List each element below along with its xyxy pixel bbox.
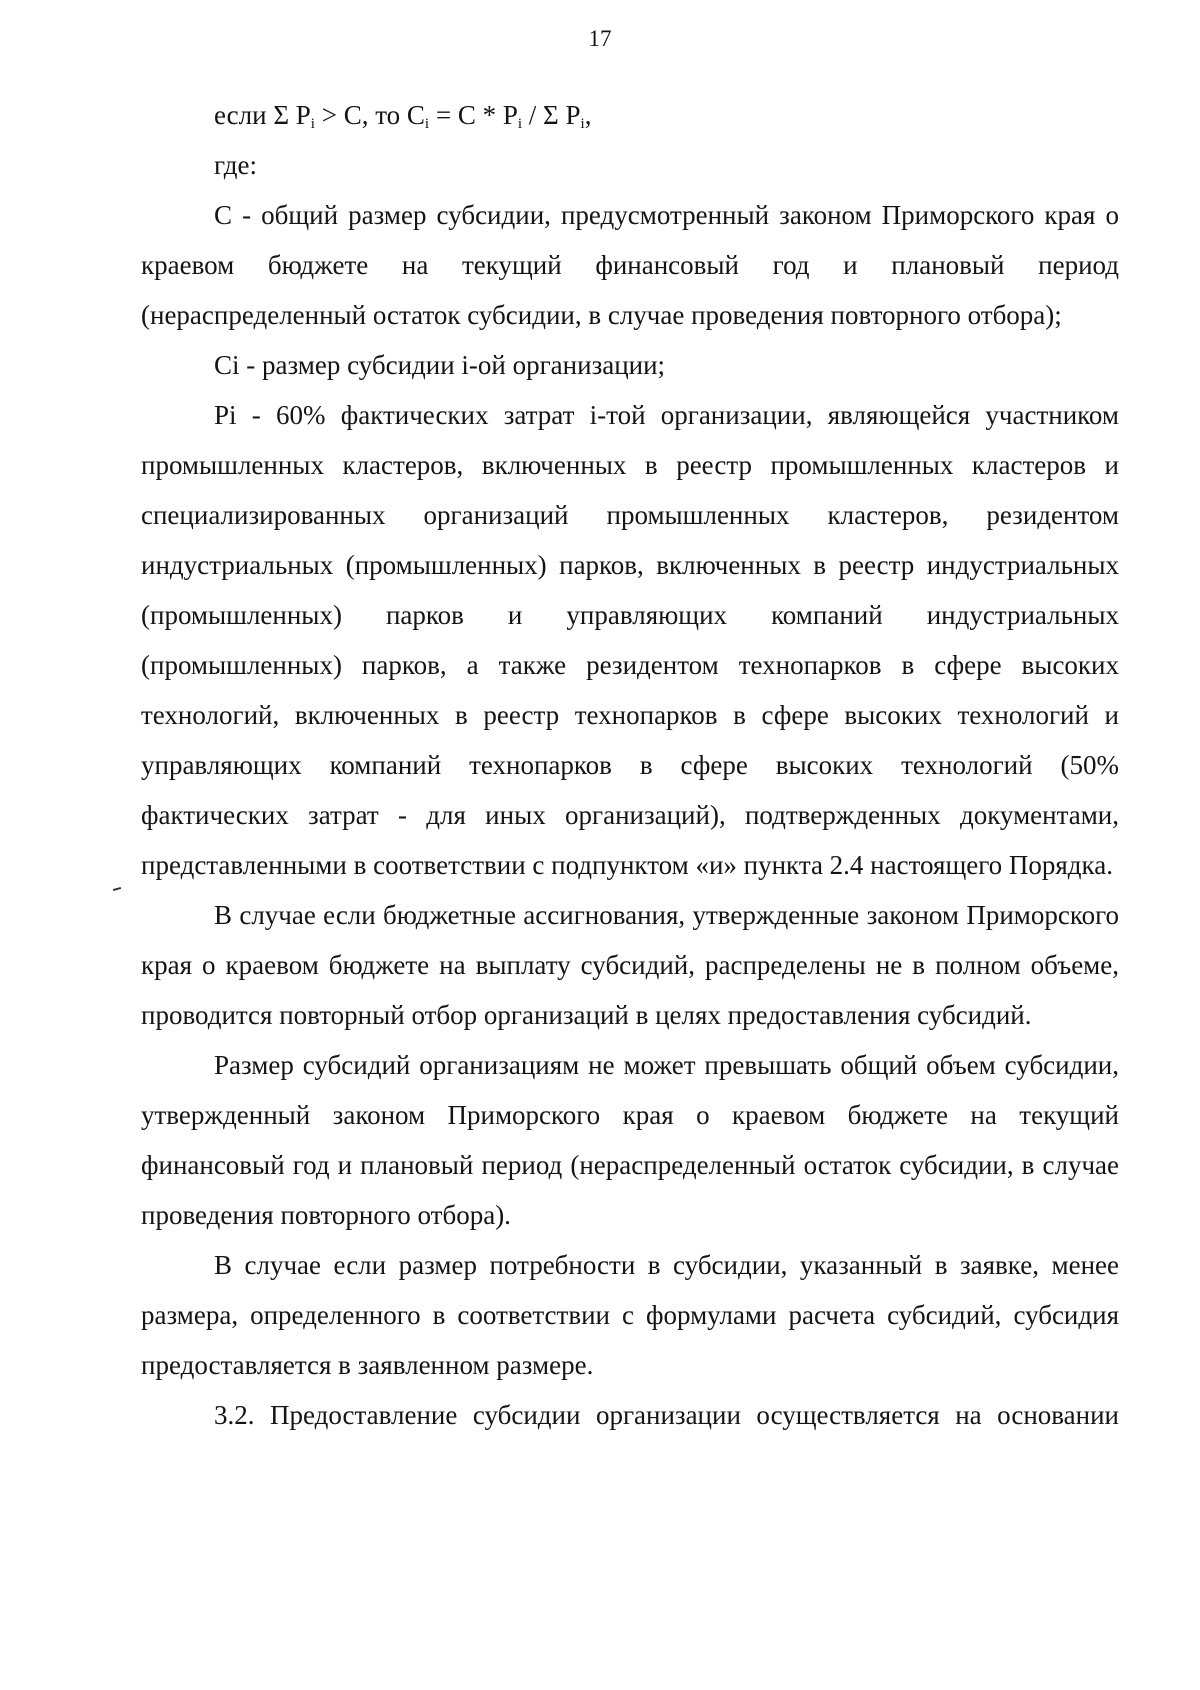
document-body xyxy=(141,90,1119,1440)
formula-suffix: , xyxy=(584,100,592,130)
stray-scan-mark xyxy=(113,887,121,891)
paragraph-max-size: Размер субсидий организациям не может превышать общий объем субсидии, утвержденный законом Приморского края о краевом бюджете на текущий финансовый год и плановый период (нераспределенный остаток субсидии, в случае проведения повторного отбора). xyxy=(141,1050,1119,1230)
page-number: 17 xyxy=(588,26,612,51)
paragraph-section-3-2: 3.2. Предоставление субсидии организации осуществляется на основании xyxy=(214,1400,1119,1430)
paragraph-declared-size: В случае если размер потребности в субсидии, указанный в заявке, менее размера, определенного в соответствии с формулами расчета субсидий, субсидия предоставляется в заявленном размере. xyxy=(141,1250,1119,1380)
paragraph-pi-definition: Pi - 60% фактических затрат i-той организации, являющейся участником промышленных кластеров, включенных в реестр промышленных кластеров и специализированных организаций промышленных кластеров, резидентом индустриальных (промышленных) парков, включенных в реестр индустриальных (промышленных) парков и управляющих компаний индустриальных (промышленных) парков, а также резидентом технопарков в сфере высоких технологий, включенных в реестр технопарков в сфере высоких технологий и управляющих компаний технопарков в сфере высоких технологий (50% фактических затрат - для иных организаций), подтвержденных документами, представленными в соответствии с подпунктом «и» пункта 2.4 настоящего Порядка. xyxy=(141,400,1119,880)
formula-line xyxy=(141,90,1119,140)
formula-subscript: i xyxy=(424,116,430,132)
paragraph-repeat-selection: В случае если бюджетные ассигнования, утвержденные законом Приморского края о краевом бюджете на выплату субсидий, распределены не в полном объеме, проводится повторный отбор организаций в целях предоставления субсидий. xyxy=(141,900,1119,1030)
formula-part: > C, то C xyxy=(314,100,425,130)
formula-prefix: если Σ P xyxy=(214,100,311,130)
formula-subscript: i xyxy=(517,116,523,132)
formula-subscript: i xyxy=(310,116,315,132)
paragraph-ci-definition: Ci - размер субсидии i-ой организации; xyxy=(214,350,666,380)
formula-part: / Σ P xyxy=(522,100,581,130)
where-label: где: xyxy=(214,150,257,180)
formula-subscript: i xyxy=(580,116,585,132)
paragraph-c-definition: C - общий размер субсидии, предусмотренный законом Приморского края о краевом бюджете на текущий финансовый год и плановый период (нераспределенный остаток субсидии, в случае проведения повторного отбора); xyxy=(141,200,1119,330)
formula-part: = C * P xyxy=(429,100,518,130)
